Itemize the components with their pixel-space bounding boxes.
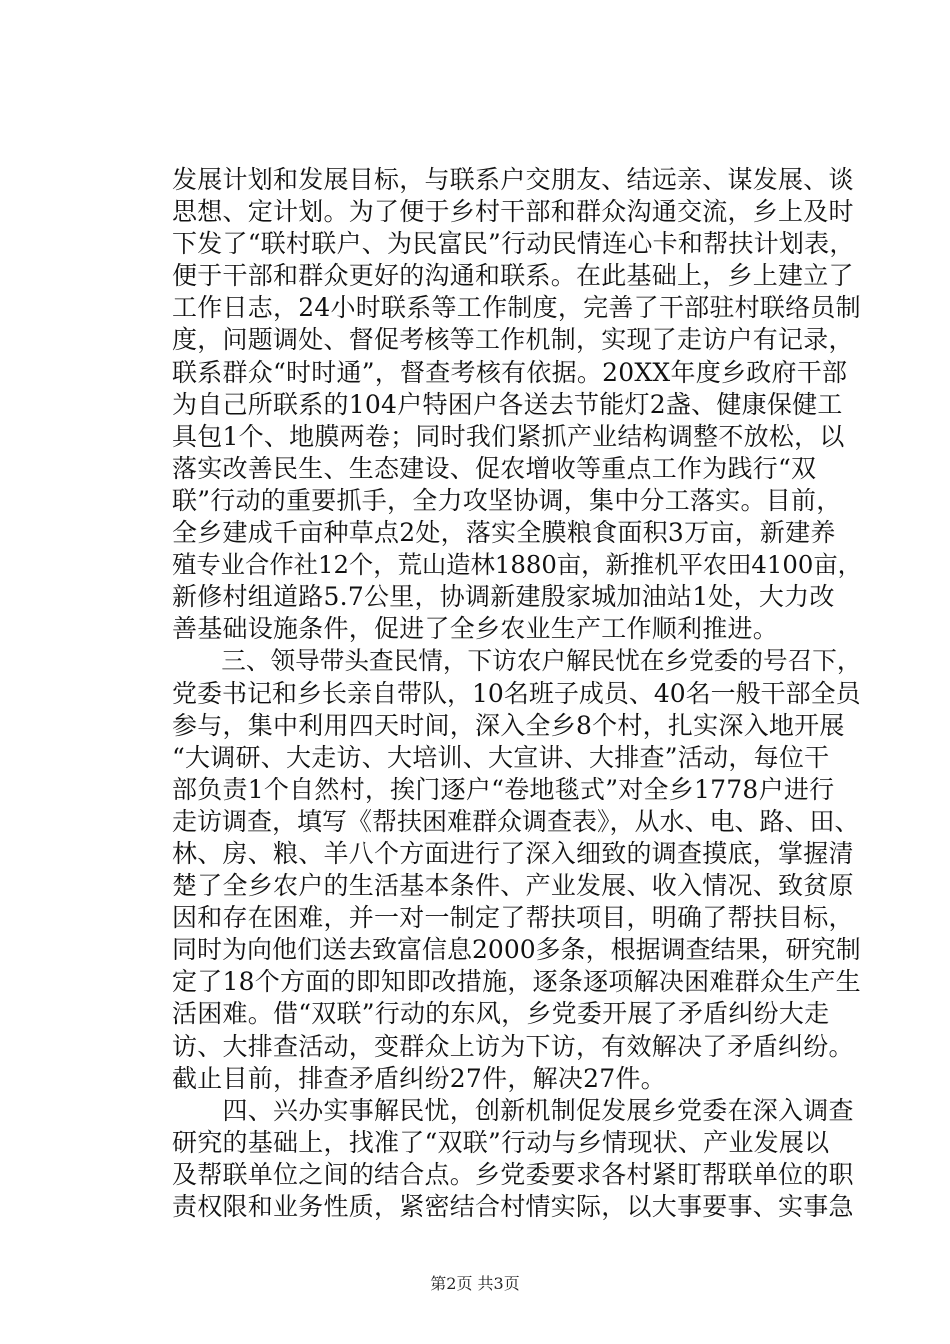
text-line: 责权限和业务性质，紧密结合村情实际，以大事要事、实事急 <box>172 1192 854 1221</box>
text-line: 走访调查，填写《帮扶困难群众调查表》，从水、电、路、田、 <box>172 806 860 836</box>
text-line: 发展计划和发展目标，与联系户交朋友、结远亲、谋发展、谈 <box>172 165 854 194</box>
text-line: 访、大排查活动，变群众上访为下访，有效解决了矛盾纠纷。 <box>172 1031 854 1061</box>
text-line: 四、兴办实事解民忧，创新机制促发展乡党委在深入调查 <box>172 1095 854 1125</box>
paragraph-2 <box>172 645 862 1094</box>
page-number-indicator: 第2页 共3页 <box>430 1274 520 1293</box>
text-line: 为自己所联系的104户特困户各送去节能灯2盏、健康保健工 <box>172 389 843 419</box>
text-line: 工作日志，24小时联系等工作制度，完善了干部驻村联络员制 <box>172 293 861 323</box>
paragraph-3 <box>172 1095 862 1223</box>
text-line: 善基础设施条件，促进了全乡农业生产工作顺利推进。 <box>172 614 779 644</box>
text-line: 研究的基础上，找准了“双联”行动与乡情现状、产业发展以 <box>172 1127 830 1157</box>
text-line: 落实改善民生、生态建设、促农增收等重点工作为践行“双 <box>172 453 817 483</box>
text-line: 同时为向他们送去致富信息2000多条，根据调查结果，研究制 <box>172 935 861 965</box>
text-line: “大调研、大走访、大培训、大宣讲、大排查”活动，每位干 <box>172 742 830 772</box>
text-line: 党委书记和乡长亲自带队，10名班子成员、40名一般干部全员 <box>172 678 861 708</box>
text-line: 因和存在困难，并一对一制定了帮扶项目，明确了帮扶目标， <box>172 903 854 933</box>
document-body <box>172 164 862 1223</box>
text-line: 参与，集中利用四天时间，深入全乡8个村，扎实深入地开展 <box>172 710 845 740</box>
text-line: 殖专业合作社12个，荒山造林1880亩，新推机平农田4100亩， <box>172 550 863 580</box>
text-line: 新修村组道路5.7公里，协调新建殷家城加油站1处，大力改 <box>172 582 835 612</box>
text-line: 截止目前，排查矛盾纠纷27件，解决27件。 <box>172 1063 666 1093</box>
page-footer <box>0 1274 950 1294</box>
text-line: 具包1个、地膜两卷；同时我们紧抓产业结构调整不放松，以 <box>172 421 845 451</box>
text-line: 林、房、粮、羊八个方面进行了深入细致的调查摸底，掌握清 <box>172 838 854 868</box>
text-line: 全乡建成千亩种草点2处，落实全膜粮食面积3万亩，新建养 <box>172 518 836 548</box>
text-line: 下发了“联村联户、为民富民”行动民情连心卡和帮扶计划表， <box>172 229 855 259</box>
text-line: 楚了全乡农户的生活基本条件、产业发展、收入情况、致贫原 <box>172 871 854 901</box>
text-line: 便于干部和群众更好的沟通和联系。在此基础上，乡上建立了 <box>172 261 854 291</box>
text-line: 联”行动的重要抓手，全力攻坚协调，集中分工落实。目前， <box>172 485 842 515</box>
text-line: 部负责1个自然村，挨门逐户“卷地毯式”对全乡1778户进行 <box>172 774 835 804</box>
paragraph-1 <box>172 164 862 645</box>
text-line: 三、领导带头查民情，下访农户解民忧在乡党委的号召下， <box>172 646 862 676</box>
text-line: 定了18个方面的即知即改措施，逐条逐项解决困难群众生产生 <box>172 967 861 997</box>
text-line: 及帮联单位之间的结合点。乡党委要求各村紧盯帮联单位的职 <box>172 1159 854 1189</box>
text-line: 活困难。借“双联”行动的东风，乡党委开展了矛盾纠纷大走 <box>172 999 830 1029</box>
text-line: 度，问题调处、督促考核等工作机制，实现了走访户有记录， <box>172 325 854 355</box>
text-line: 联系群众“时时通”，督查考核有依据。20XX年度乡政府干部 <box>172 357 848 387</box>
text-line: 思想、定计划。为了便于乡村干部和群众沟通交流，乡上及时 <box>172 197 854 227</box>
